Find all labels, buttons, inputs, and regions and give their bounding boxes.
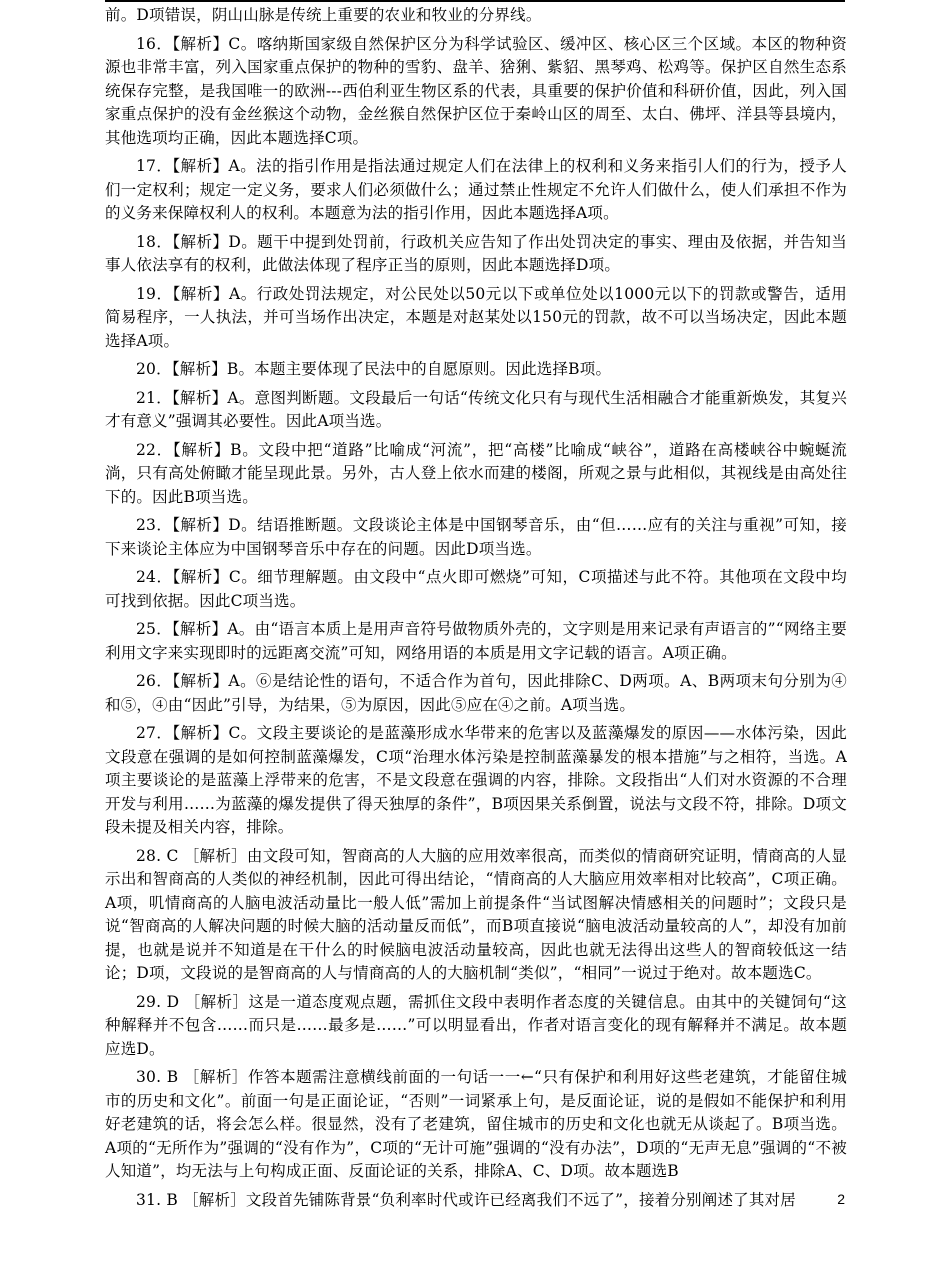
answer-31: 31. B ［解析］文段首先铺陈背景“负利率时代或许已经离我们不远了”，接着分别阐述了其对居 <box>136 1190 796 1209</box>
answer-18: 18．【解析】D。题干中提到处罚前，行政机关应告知了作出处罚决定的事实、理由及依据，并告知当事人依法享有的权利，此做法体现了程序正当的原则，因此本题选择D项。 <box>105 232 847 274</box>
answer-22: 22．【解析】B。文段中把“道路”比喻成“河流”，把“高楼”比喻成“峡谷”，道路在高楼峡谷中蜿蜒流淌，只有高处俯瞰才能呈现此景。另外，古人登上依水而建的楼阁，所观之景与此相似，其视线是由高处往下的。因此B项当选。 <box>105 440 847 506</box>
answer-27: 27．【解析】C。文段主要谈论的是蓝藻形成水华带来的危害以及蓝藻爆发的原因——水体污染，因此文段意在强调的是如何控制蓝藻爆发，C项“治理水体污染是控制蓝藻暴发的根本措施”与之相符，当选。A项主要谈论的是蓝藻上浮带来的危害，不是文段意在强调的内容，排除。文段指出“人们对水资源的不合理开发与利用……为蓝藻的爆发提供了得天独厚的条件”，B项因果关系倒置，说法与文段不符，排除。D项文段未提及相关内容，排除。 <box>105 724 847 836</box>
answer-19: 19．【解析】A。行政处罚法规定，对公民处以50元以下或单位处以1000元以下的罚款或警告，适用简易程序，一人执法，并可当场作出决定，本题是对赵某处以150元的罚款，故不可以当场决定，因此本题选择A项。 <box>105 284 847 350</box>
answer-21: 21．【解析】A。意图判断题。文段最后一句话“传统文化只有与现代生活相融合才能重新焕发，其复兴才有意义”强调其必要性。因此A项当选。 <box>105 388 847 430</box>
paragraph-continued: 前。D项错误，阴山山脉是传统上重要的农业和牧业的分界线。 <box>105 6 542 24</box>
answer-29: 29. D ［解析］这是一道态度观点题，需抓住文段中表明作者态度的关键信息。由其中的关键饲句“这种解释并不包含……而只是……最多是……”可以明显看出，作者对语言变化的现有解释并不满足。故本题应选D。 <box>105 992 847 1058</box>
answer-17: 17．【解析】A。法的指引作用是指法通过规定人们在法律上的权利和义务来指引人们的行为，授予人们一定权利；规定一定义务，要求人们必须做什么；通过禁止性规定不允许人们做什么，使人们承担不作为的义务来保障权利人的权利。本题意为法的指引作用，因此本题选择A项。 <box>105 157 847 222</box>
page-number: 2 <box>837 1191 845 1207</box>
answer-23: 23．【解析】D。结语推断题。文段谈论主体是中国钢琴音乐，由“但……应有的关注与重视”可知，接下来谈论主体应为中国钢琴音乐中存在的问题。因此D项当选。 <box>105 516 847 558</box>
answer-28: 28. C ［解析］由文段可知，智商高的人大脑的应用效率很高，而类似的情商研究证明，情商高的人显示出和智商高的人类似的神经机制，因此可得出结论，“情商高的人大脑应用效率相对比较高”，C项正确。A项，叽情商高的人脑电波活动量比一般人低”需加上前提条件“当试图解决情感相关的问题时”；文段只是说“智商高的人解决问题的时候大脑的活动量反而低”，而B项直接说“脑电波活动量较高的人”，却没有加前提，也就是说并不知道是在干什么的时候脑电波活动量较高，因此也就无法得出这些人的智商较低这一结论；D项，文段说的是智商高的人与情商高的人的大脑机制“类似”，“相同”一说过于绝对。故本题选C。 <box>105 846 847 982</box>
header-rule <box>105 0 845 2</box>
answer-20: 20．【解析】B。本题主要体现了民法中的自愿原则。因此选择B项。 <box>136 360 612 378</box>
answer-26: 26．【解析】A。⑥是结论性的语句，不适合作为首句，因此排除C、D两项。A、B两项末句分别为④和⑤，④由“因此”引导，为结果，⑤为原因，因此⑤应在④之前。A项当选。 <box>105 672 847 714</box>
answer-30: 30. B ［解析］作答本题需注意横线前面的一句话一一←“只有保护和利用好这些老建筑，才能留住城市的历史和文化”。前面一句是正面论证，“否则”一词紧承上句，是反面论证，说的是假如不能保护和利用好老建筑的话，将会怎么样。很显然，没有了老建筑，留住城市的历史和文化也就无从谈起了。B项当选。A项的“无所作为”强调的“没有作为”，C项的“无计可施”强调的“没有办法”，D项的“无声无息”强调的“不被人知道”，均无法与上句构成正面、反面论证的关系，排除A、C、D项。故本题选B <box>105 1068 847 1180</box>
answer-24: 24．【解析】C。细节理解题。由文段中“点火即可燃烧”可知，C项描述与此不符。其他项在文段中均可找到依据。因此C项当选。 <box>105 568 847 610</box>
answer-explanations <box>105 4 847 1217</box>
answer-16: 16．【解析】C。喀纳斯国家级自然保护区分为科学试验区、缓冲区、核心区三个区域。本区的物种资源也非常丰富，列入国家重点保护的物种的雪豹、盘羊、猞猁、紫貂、黑琴鸡、松鸡等。保护区自然生态系统保存完整，是我国唯一的欧洲---西伯利亚生物区系的代表，具重要的保护价值和科研价值，因此，列入国家重点保护的没有金丝猴这个动物，金丝猴自然保护区位于秦岭山区的周至、太白、佛坪、洋县等县境内，其他选项均正确，因此本题选择C项。 <box>105 34 847 147</box>
answer-25: 25．【解析】A。由“语言本质上是用声音符号做物质外壳的，文字则是用来记录有声语言的”“网络主要利用文字来实现即时的远距离交流”可知，网络用语的本质是用文字记载的语言。A项正确。 <box>105 620 847 662</box>
